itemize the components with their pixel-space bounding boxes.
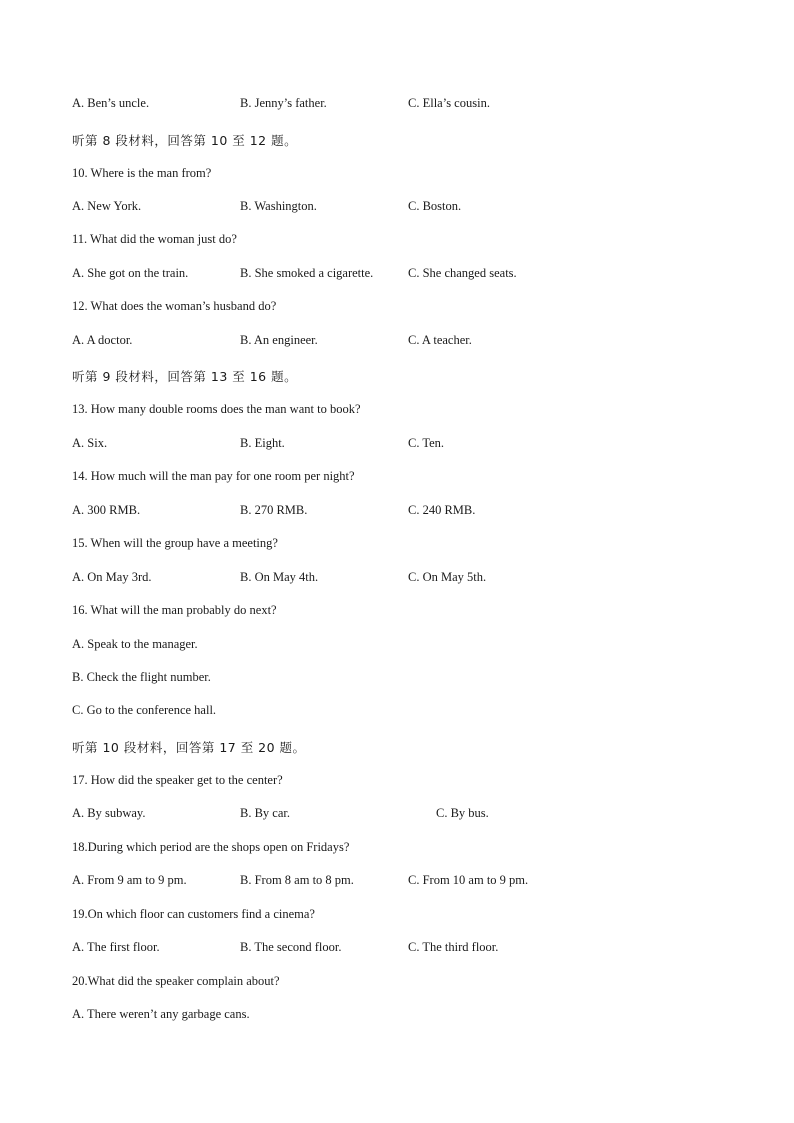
q16-option-a: A. Speak to the manager.: [72, 637, 198, 651]
q19-option-b: B. The second floor.: [240, 940, 342, 954]
q10-option-a: A. New York.: [72, 199, 142, 213]
q16-option-b: B. Check the flight number.: [72, 670, 211, 684]
q12-option-c: C. A teacher.: [408, 333, 472, 347]
q18-option-a: A. From 9 am to 9 pm.: [72, 873, 187, 887]
question-13: 13. How many double rooms does the man want to book?: [72, 402, 361, 416]
q20-option-a: A. There weren’t any garbage cans.: [72, 1007, 250, 1021]
q11-option-c: C. She changed seats.: [408, 266, 517, 280]
q14-option-b: B. 270 RMB.: [240, 503, 308, 517]
q15-option-a: A. On May 3rd.: [72, 570, 152, 584]
question-15: 15. When will the group have a meeting?: [72, 536, 278, 550]
q19-option-a: A. The first floor.: [72, 940, 160, 954]
q18-option-b: B. From 8 am to 8 pm.: [240, 873, 354, 887]
q14-option-a: A. 300 RMB.: [72, 503, 141, 517]
q10-option-b: B. Washington.: [240, 199, 317, 213]
question-17: 17. How did the speaker get to the center?: [72, 773, 283, 787]
q13-option-b: B. Eight.: [240, 436, 285, 450]
q17-option-b: B. By car.: [240, 806, 290, 820]
q12-option-a: A. A doctor.: [72, 333, 133, 347]
question-19: 19.On which floor can customers find a cinema?: [72, 907, 315, 921]
q15-option-b: B. On May 4th.: [240, 570, 319, 584]
q17-option-a: A. By subway.: [72, 806, 146, 820]
q9-option-a: A. Ben’s uncle.: [72, 96, 150, 110]
section-8-heading: 听第 8 段材料，回答第 10 至 12 题。: [72, 133, 298, 148]
question-16: 16. What will the man probably do next?: [72, 603, 277, 617]
q13-option-a: A. Six.: [72, 436, 108, 450]
q17-option-c: C. By bus.: [436, 806, 489, 820]
q19-option-c: C. The third floor.: [408, 940, 499, 954]
section-9-heading: 听第 9 段材料，回答第 13 至 16 题。: [72, 369, 298, 384]
q9-option-c: C. Ella’s cousin.: [408, 96, 490, 110]
q15-option-c: C. On May 5th.: [408, 570, 487, 584]
q10-option-c: C. Boston.: [408, 199, 462, 213]
question-12: 12. What does the woman’s husband do?: [72, 299, 277, 313]
q9-option-b: B. Jenny’s father.: [240, 96, 327, 110]
question-11: 11. What did the woman just do?: [72, 232, 237, 246]
question-18: 18.During which period are the shops open on Fridays?: [72, 840, 350, 854]
q14-option-c: C. 240 RMB.: [408, 503, 476, 517]
q11-option-b: B. She smoked a cigarette.: [240, 266, 374, 280]
q12-option-b: B. An engineer.: [240, 333, 318, 347]
q13-option-c: C. Ten.: [408, 436, 445, 450]
question-10: 10. Where is the man from?: [72, 166, 212, 180]
q16-option-c: C. Go to the conference hall.: [72, 703, 217, 717]
section-10-heading: 听第 10 段材料，回答第 17 至 20 题。: [72, 740, 306, 755]
question-14: 14. How much will the man pay for one room per night?: [72, 469, 355, 483]
q18-option-c: C. From 10 am to 9 pm.: [408, 873, 529, 887]
q11-option-a: A. She got on the train.: [72, 266, 189, 280]
question-20: 20.What did the speaker complain about?: [72, 974, 280, 988]
